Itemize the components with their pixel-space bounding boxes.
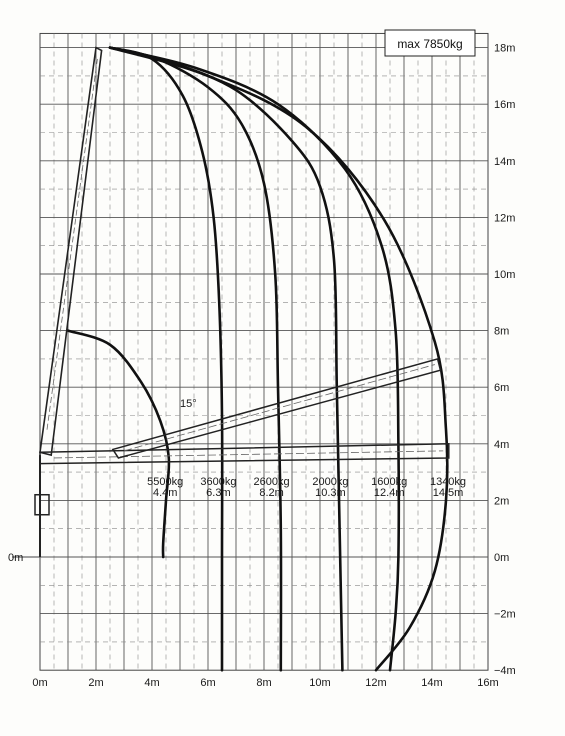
y-tick-label: 10m [494,269,516,281]
load-kg-label: 2000kg [312,475,349,488]
load-reach-label: 14.5m [432,487,464,500]
y-tick-label: 4m [494,438,510,451]
boom-vertical-section [47,59,97,430]
y-tick-label: 8m [494,325,510,338]
y-tick-label: 12m [494,212,516,225]
load-reach-label: 4.4m [152,487,178,500]
grid [12,33,488,670]
x-tick-label: 6m [200,677,216,690]
x-tick-label: 8m [256,677,272,690]
boom-vertical [40,48,102,456]
boom-horizontal-section [54,451,443,458]
y-tick-label: 0m [494,552,510,564]
y-tick-label: 18m [494,42,516,55]
x-tick-label: 4m [144,677,160,690]
boom-horizontal [40,444,449,464]
x-tick-label: 10m [309,677,331,690]
crane-base [35,495,49,515]
load-kg-label: 3600kg [200,475,237,488]
crane-column [35,455,49,557]
y-tick-label: 14m [494,155,516,168]
max-load-label: max 7850kg [397,37,463,51]
load-reach-label: 8.2m [259,487,284,500]
load-kg-label: 1340kg [429,475,467,488]
load-curve-2000kg [110,48,342,671]
x-tick-label: 14m [421,677,443,690]
x-axis-ticks [32,677,498,689]
x-tick-label: 16m [477,677,499,690]
boom-horizontal-outline [40,444,449,464]
y-tick-label: −2m [494,608,516,621]
y-tick-label: −4m [494,665,516,678]
y-tick-label: 6m [494,382,510,395]
load-reach-label: 10.3m [315,487,346,500]
load-kg-label: 2600kg [253,475,290,488]
y-axis-ticks [494,43,516,678]
x-tick-label: 2m [88,677,104,690]
boom-vertical-outline [40,48,102,456]
angle-label: 15° [180,398,197,410]
x-tick-label: 0m [32,677,48,690]
load-reach-label: 6.3m [206,487,231,500]
y-tick-label: 2m [494,495,510,508]
x-tick-label: 12m [365,677,387,690]
origin-left-label: 0m [8,552,24,564]
max-load-box [385,30,475,56]
y-tick-label: 16m [494,99,516,112]
load-reach-label: 12.4m [373,487,405,500]
load-kg-label: 5500kg [147,475,184,488]
load-kg-label: 1600kg [371,475,408,488]
